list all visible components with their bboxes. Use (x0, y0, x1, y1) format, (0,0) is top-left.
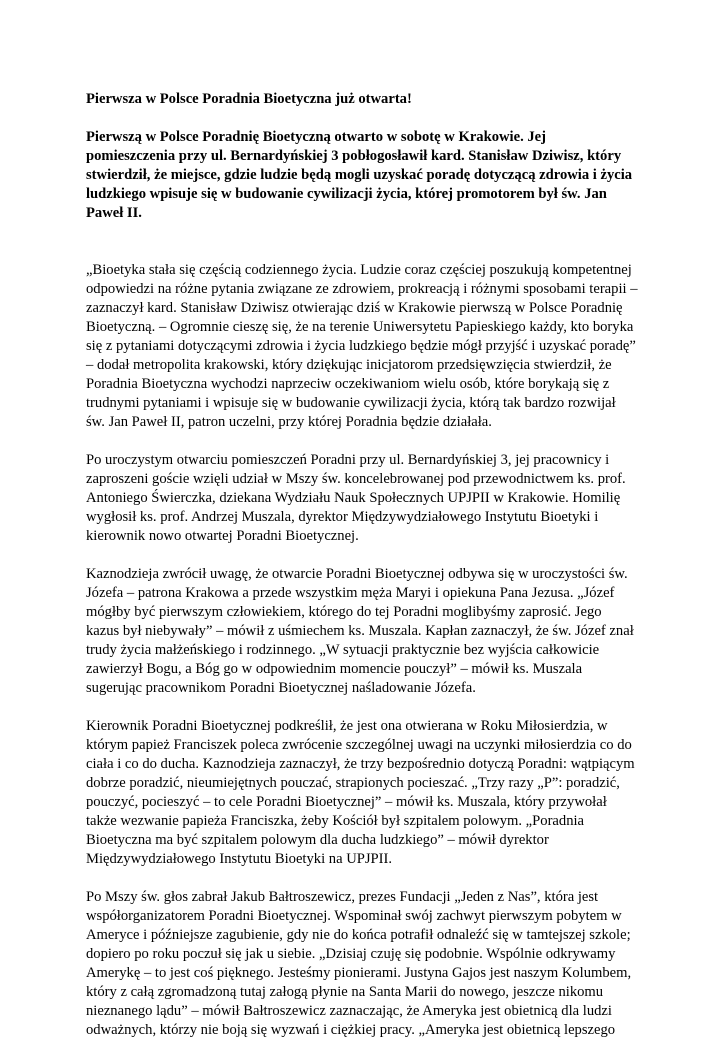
paragraph-line: także wezwanie papieża Franciszka, żeby Kościół był szpitalem polowym. „Poradnia (86, 813, 585, 829)
paragraph-line: sugerując pracownikom Poradni Bioetycznej naśladowanie Józefa. (86, 680, 476, 696)
paragraph-line: odważnych, którzy nie boją się wyzwań i ciężkiej pracy. „Ameryka jest obietnicą lepszego (86, 1022, 616, 1038)
paragraph-line: zaproszeni goście wzięli udział w Mszy św. koncelebrowanej pod przewodnictwem ks. prof. (86, 471, 626, 487)
document-page (86, 90, 642, 1059)
paragraph-line: się z pytaniami dotyczącymi zdrowia i życia ludzkiego będzie mógł przyjść i uzyskać poradę” (86, 338, 636, 354)
paragraph-line: Józefa – patrona Krakowa a przede wszystkim męża Maryi i opiekuna Pana Jezusa. „Józef (86, 585, 615, 601)
paragraph-line: mógłby być pierwszym człowiekiem, którego do tej Poradni moglibyśmy zaprosić. Jego (86, 604, 602, 620)
paragraph-line: Amerykę – to jest coś pięknego. Jesteśmy pionierami. Justyna Gajos jest naszym Kolumbem, (86, 965, 632, 981)
paragraph-line: ciała i co do ducha. Kaznodzieja zaznaczył, że trzy bezpośrednio dotyczą Poradni: wątpiącym (86, 756, 635, 772)
paragraph-line: Bioetyczną. – Ogromnie cieszę się, że na terenie Uniwersytetu Papieskiego każdy, kto boryka (86, 319, 634, 335)
paragraph-line: Po Mszy św. głos zabrał Jakub Bałtroszewicz, prezes Fundacji „Jeden z Nas”, która jest (86, 889, 599, 905)
paragraph-line: trudy życia małżeńskiego i rodzinnego. „W sytuacji praktycznie bez wyjścia całkowicie (86, 642, 600, 658)
paragraph-line: dobrze poradzić, nieumiejętnych pouczać, strapionych pocieszać. „Trzy razy „P”: poradzić, (86, 775, 620, 791)
paragraph-line: którym papież Franciszek poleca zwrócenie szczególnej uwagi na uczynki miłosierdzia co do (86, 737, 632, 753)
paragraph-line: Ameryce i późniejsze zagubienie, gdy nie do końca potrafił odnaleźć się w tamtejszej szkole; (86, 927, 631, 943)
paragraph-line: Bioetyczna ma być szpitalem polowym dla ducha ludzkiego” – mówił dyrektor (86, 832, 549, 848)
paragraph-line: zaznaczył kard. Stanisław Dziwisz otwierając dziś w Krakowie pierwszą w Polsce Poradnię (86, 300, 623, 316)
paragraph-line: który z całą zgromadzoną tutaj załogą płynie na Santa Marii do nowego, jeszcze nikomu (86, 984, 604, 1000)
paragraph-line: – dodał metropolita krakowski, który dziękując inicjatorom przedsięwzięcia stwierdził, że (86, 357, 612, 373)
paragraph-line: Po uroczystym otwarciu pomieszczeń Poradni przy ul. Bernardyńskiej 3, jej pracownicy i (86, 452, 610, 468)
paragraph-line: wygłosił ks. prof. Andrzej Muszala, dyrektor Międzywydziałowego Instytutu Bioetyki i (86, 509, 599, 525)
lead-line: ludzkiego wpisuje się w budowanie cywilizacji życia, której promotorem był św. Jan (86, 186, 607, 202)
paragraph-line: Międzywydziałowego Instytutu Bioetyki na UPJPII. (86, 851, 393, 867)
paragraph-line: nieznanego lądu” – mówił Bałtroszewicz zaznaczając, że Ameryka jest obietnicą dla ludzi (86, 1003, 612, 1019)
lead-line: stwierdził, że miejsce, gdzie ludzie będą mogli uzyskać poradę dotyczącą zdrowia i życia (86, 167, 633, 183)
paragraph-line: kierownik nowo otwartej Poradni Bioetycznej. (86, 528, 359, 544)
paragraph-line: dopiero po roku poczuł się jak u siebie. „Dzisiaj czuję się podobnie. Wspólnie odkrywamy (86, 946, 616, 962)
lead-line: Pierwszą w Polsce Poradnię Bioetyczną otwarto w sobotę w Krakowie. Jej (86, 129, 547, 145)
paragraph-line: współorganizatorem Poradni Bioetycznej. Wspominał swój zachwyt pierwszym pobytem w (86, 908, 622, 924)
paragraph-line: Kierownik Poradni Bioetycznej podkreślił, że jest ona otwierana w Roku Miłosierdzia, w (86, 718, 608, 734)
article-lead (86, 128, 642, 223)
article-title: Pierwsza w Polsce Poradnia Bioetyczna już otwarta! (86, 91, 412, 107)
paragraph-line: Antoniego Świerczka, dziekana Wydziału Nauk Społecznych UPJPII w Krakowie. Homilię (86, 490, 621, 506)
paragraph-1 (86, 261, 642, 432)
paragraph-3 (86, 565, 642, 698)
lead-line: Paweł II. (86, 205, 142, 221)
paragraph-line: pouczyć, pocieszyć – to cele Poradni Bioetycznej” – mówił ks. Muszala, który przywołał (86, 794, 607, 810)
paragraph-line: kazus był niebywały” – mówił z uśmiechem ks. Muszala. Kapłan zaznaczył, że św. Józef znał (86, 623, 634, 639)
paragraph-line: św. Jan Paweł II, patron uczelni, przy której Poradnia będzie działała. (86, 414, 492, 430)
paragraph-line: zawierzył Bogu, a Bóg go w odpowiednim momencie pouczył” – mówił ks. Muszala (86, 661, 583, 677)
lead-line: pomieszczenia przy ul. Bernardyńskiej 3 pobłogosławił kard. Stanisław Dziwisz, który (86, 148, 622, 164)
paragraph-line: trudnymi pytaniami i wpisuje się w budowanie cywilizacji życia, którą tak bardzo rozwijał (86, 395, 616, 411)
paragraph-4 (86, 717, 642, 869)
paragraph-line: Kaznodzieja zwrócił uwagę, że otwarcie Poradni Bioetycznej odbywa się w uroczystości św. (86, 566, 628, 582)
paragraph-line: Poradnia Bioetyczna wychodzi naprzeciw oczekiwaniom wielu osób, które borykają się z (86, 376, 610, 392)
paragraph-2 (86, 451, 642, 546)
paragraph-line: odpowiedzi na różne pytania związane ze zdrowiem, prokreacją i różnymi sposobami terapii – (86, 281, 638, 297)
paragraph-5 (86, 888, 642, 1040)
paragraph-line: „Bioetyka stała się częścią codziennego życia. Ludzie coraz częściej poszukują kompetentnej (86, 262, 632, 278)
